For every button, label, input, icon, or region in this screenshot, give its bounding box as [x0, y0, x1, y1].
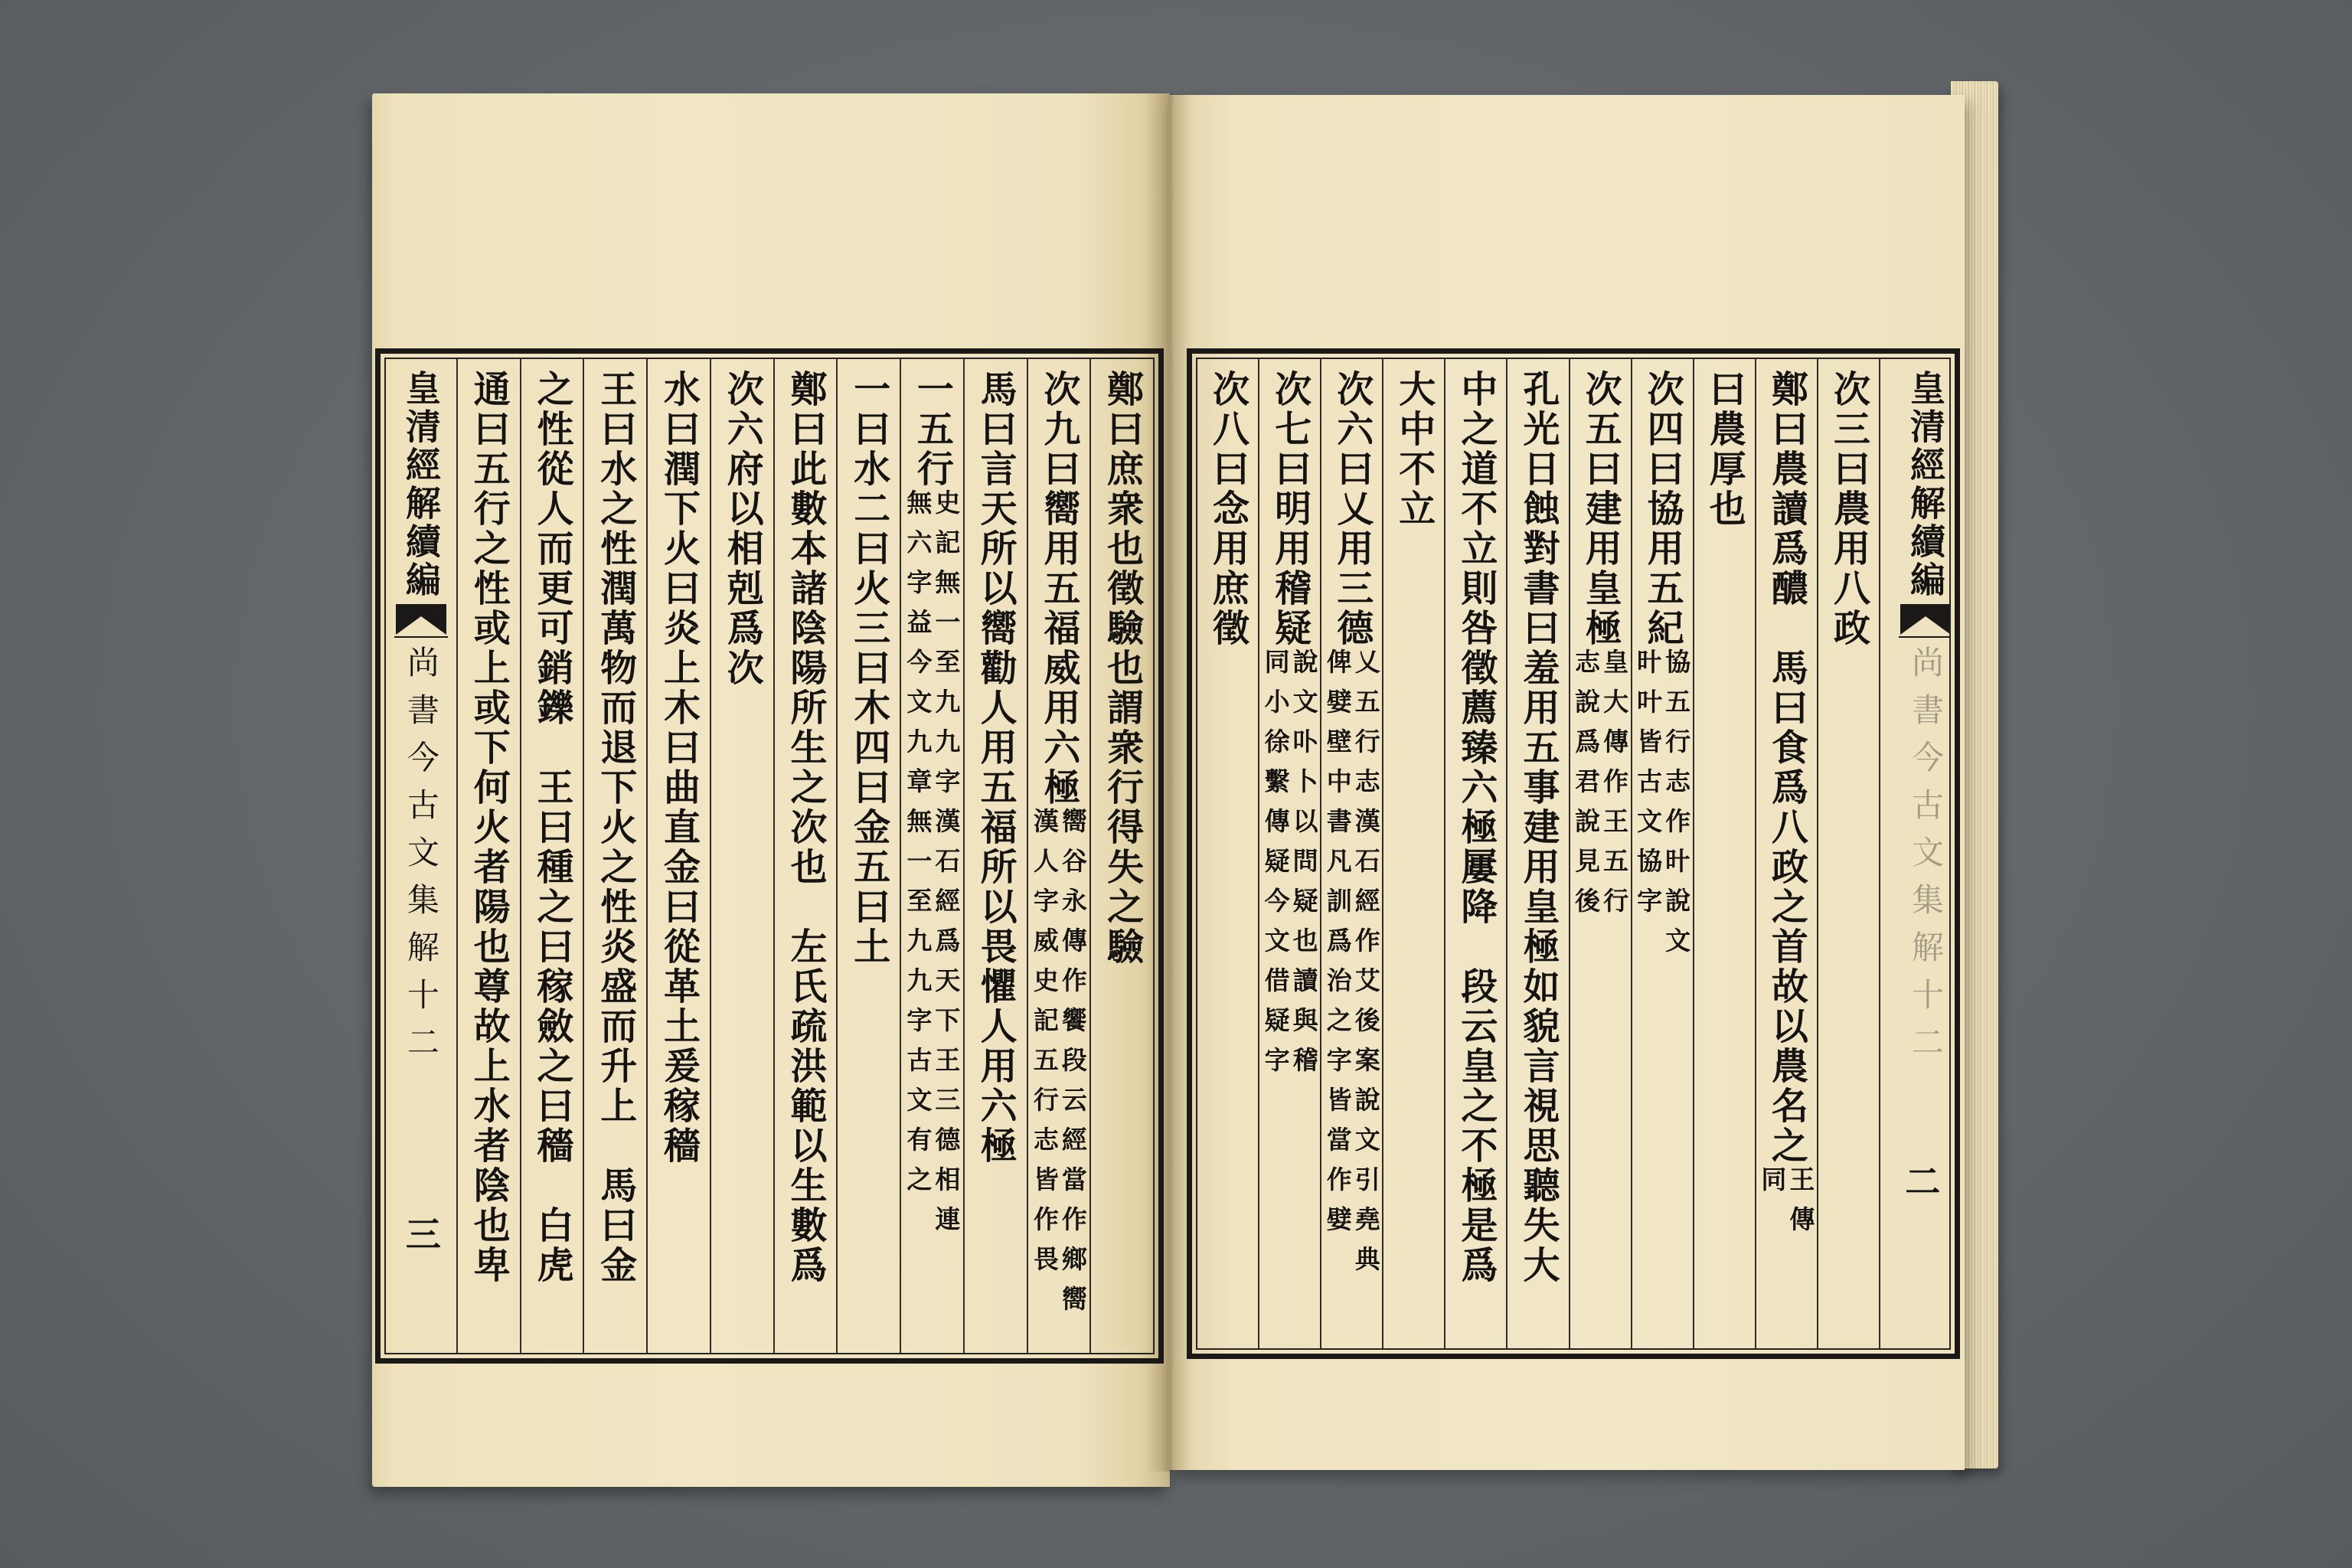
text-column — [646, 359, 710, 1353]
main-text: 大中不立 — [1392, 370, 1436, 529]
main-text: 次六府以相剋爲次 — [720, 370, 764, 688]
main-text: 馬曰言天所以嚮勸人用五福所以畏懼人用六極 — [974, 370, 1018, 1166]
annotation-right-line: 皇大傳作王五行 — [1599, 648, 1630, 927]
annotation-right-line: 協五行志作旪說文 — [1661, 648, 1692, 967]
text-column — [1569, 359, 1631, 1348]
main-text: 通曰五行之性或上或下何火者陽也尊故上水者陰也卑 — [467, 370, 511, 1285]
text-column — [1817, 359, 1879, 1348]
main-text: 次九曰嚮用五福威用六極 — [1037, 370, 1080, 808]
text-column — [836, 359, 900, 1353]
text-column — [1027, 359, 1090, 1353]
fishtail-mark — [1899, 604, 1949, 638]
main-text: 中之道不立則咎徵薦臻六極屢降 段云皇之不極是爲 — [1454, 370, 1498, 1285]
double-line-annotation — [903, 489, 962, 1246]
double-line-annotation — [1757, 1166, 1816, 1246]
main-text: 次六曰乂用三德 — [1330, 370, 1374, 648]
main-text: 鄭曰此數本諸陰陽所生之次也 左氏疏洪範以生數爲 — [783, 370, 827, 1285]
annotation-right-line: 嚮谷永傳作饗段云經當作鄉嚮 — [1057, 808, 1088, 1325]
left-columns — [384, 358, 1155, 1354]
annotation-left-line: 無六字益今文九章無一至九九字古文有之 — [903, 489, 933, 1206]
text-column — [520, 359, 583, 1353]
text-column — [1197, 359, 1258, 1348]
annotation-right-line: 說文卟卜以問疑也讀與稽 — [1289, 648, 1319, 1086]
banner-subtitle: 尚書今古文集解十二 — [402, 645, 440, 1073]
text-column — [1755, 359, 1817, 1348]
annotation-left-line: 俾嬖壁中書凡訓爲治之字皆當作嬖 — [1322, 648, 1353, 1246]
annotation-left-line: 志說爲君說見後 — [1571, 648, 1602, 927]
right-text-frame — [1187, 348, 1960, 1359]
right-columns — [1196, 358, 1951, 1350]
text-column — [1320, 359, 1382, 1348]
page-number: 三 — [400, 1216, 442, 1251]
main-text: 次三曰農用八政 — [1827, 370, 1870, 648]
banner-subtitle: 尚書今古文集解十二 — [1907, 645, 1945, 1073]
main-text: 次四曰協用五紀 — [1641, 370, 1684, 648]
double-line-annotation — [1260, 648, 1319, 1086]
annotation-right-line: 王傳 — [1785, 1166, 1816, 1246]
main-text: 王曰水之性潤萬物而退下火之性炎盛而升上 馬曰金 — [593, 370, 637, 1285]
text-column — [1089, 359, 1153, 1353]
annotation-right-line: 史記無一至九九字漢石經爲天下王三德相連 — [931, 489, 962, 1246]
main-text: 次八曰念用庶徵 — [1206, 370, 1250, 648]
double-line-annotation — [1571, 648, 1630, 927]
text-column — [1506, 359, 1568, 1348]
main-text: 水曰潤下火曰炎上木曰曲直金曰從革土爰稼穡 — [657, 370, 701, 1166]
text-column — [773, 359, 837, 1353]
fishtail-mark — [394, 604, 448, 638]
main-text: 次五曰建用皇極 — [1579, 370, 1622, 648]
text-column — [1631, 359, 1693, 1348]
main-text: 孔光日蝕對書曰羞用五事建用皇極如貌言視思聽失大 — [1516, 370, 1560, 1285]
text-column — [583, 359, 646, 1353]
page-number: 二 — [1900, 1163, 1942, 1198]
annotation-left-line: 漢人字威史記五行志皆作畏 — [1029, 808, 1060, 1285]
main-text: 鄭曰農讀爲醲 馬曰食爲八政之首故以農名之 — [1765, 370, 1808, 1166]
text-column — [1382, 359, 1444, 1348]
banner-column — [1879, 359, 1949, 1348]
annotation-right-line: 乂五行志漢石經作艾後案說文引堯典 — [1351, 648, 1381, 1285]
banner-title: 皇清經解續編 — [1905, 370, 1946, 599]
text-column — [1258, 359, 1320, 1348]
text-column — [963, 359, 1027, 1353]
main-text: 之性從人而更可銷鑠 王曰種之曰稼斂之曰穡 白虎 — [531, 370, 574, 1285]
left-text-frame — [375, 348, 1164, 1364]
annotation-left-line: 同小徐繫傳疑今文借疑字 — [1260, 648, 1291, 1086]
annotation-left-line: 同 — [1757, 1166, 1788, 1206]
main-text: 一曰水二曰火三曰木四曰金五曰土 — [847, 370, 890, 967]
main-text: 次七曰明用稽疑 — [1268, 370, 1312, 648]
banner-title: 皇清經解續編 — [400, 370, 442, 599]
main-text: 鄭曰庶衆也徵驗也謂衆行得失之驗 — [1100, 370, 1144, 967]
text-column — [1444, 359, 1506, 1348]
double-line-annotation — [1029, 808, 1088, 1325]
text-column — [710, 359, 773, 1353]
annotation-left-line: 旪叶皆古文協字 — [1633, 648, 1664, 927]
text-column — [900, 359, 963, 1353]
double-line-annotation — [1633, 648, 1692, 967]
text-column — [456, 359, 520, 1353]
main-text: 曰農厚也 — [1703, 370, 1746, 529]
banner-column — [386, 359, 456, 1353]
main-text: 一五行 — [910, 370, 954, 489]
text-column — [1693, 359, 1755, 1348]
double-line-annotation — [1322, 648, 1381, 1285]
